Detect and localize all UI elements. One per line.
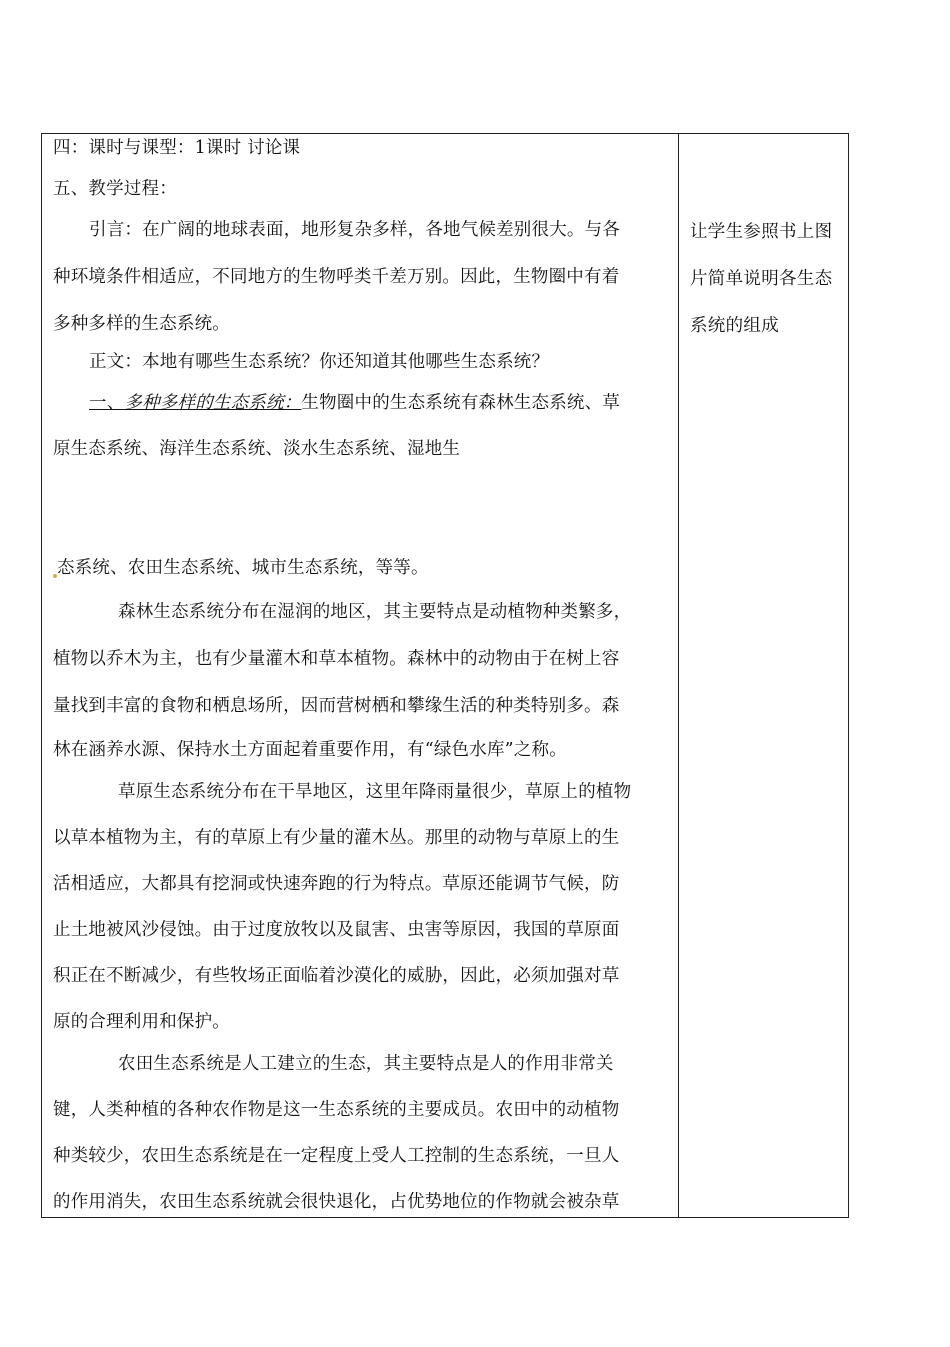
- notes-cell: [679, 134, 849, 1217]
- grassland-line-6: 原的合理利用和保护。: [53, 1012, 230, 1032]
- ecosystem-list-line-2: [53, 556, 429, 580]
- ecosystem-list-text: 态系统、农田生态系统、城市生态系统，等等。: [57, 558, 429, 578]
- intro-line-1: 引言：在广阔的地球表面，地形复杂多样，各地气候差别很大。与各: [89, 220, 620, 240]
- forest-line-3: 量找到丰富的食物和栖息场所，因而营树栖和攀缘生活的种类特别多。森: [53, 696, 620, 716]
- body-question-line: 正文：本地有哪些生态系统？你还知道其他哪些生态系统？: [89, 352, 550, 372]
- grassland-line-5: 积正在不断减少，有些牧场正面临着沙漠化的威胁，因此，必须加强对草: [53, 966, 620, 986]
- note-line-2: 片简单说明各生态: [690, 269, 833, 289]
- farmland-line-4: 的作用消失，农田生态系统就会很快退化，占优势地位的作物就会被杂草: [53, 1192, 620, 1212]
- farmland-line-3: 种类较少，农田生态系统是在一定程度上受人工控制的生态系统，一旦人: [53, 1146, 620, 1166]
- section-number: 一、: [89, 393, 125, 413]
- section-lead-text: 生物圈中的生态系统有森林生态系统、草: [301, 393, 621, 413]
- section-title: 多种多样的生态系统：: [124, 393, 302, 413]
- note-line-1: 让学生参照书上图: [690, 222, 833, 242]
- note-line-3: 系统的组成: [690, 316, 779, 336]
- forest-line-4: 林在涵养水源、保持水土方面起着重要作用，有“绿色水库”之称。: [53, 740, 567, 760]
- grassland-line-2: 以草本植物为主，有的草原上有少量的灌木丛。那里的动物与草原上的生: [53, 828, 620, 848]
- intro-line-2: 种环境条件相适应，不同地方的生物呼类千差万别。因此，生物圈中有着: [53, 267, 620, 287]
- intro-line-3: 多种多样的生态系统。: [53, 314, 230, 334]
- process-heading: 五、教学过程：: [53, 179, 177, 199]
- farmland-line-1: 农田生态系统是人工建立的生态，其主要特点是人的作用非常关: [118, 1054, 614, 1074]
- forest-line-1: 森林生态系统分布在湿润的地区，其主要特点是动植物种类繁多，: [118, 602, 632, 622]
- lesson-table: [41, 133, 849, 1218]
- section-heading-line: [89, 391, 620, 415]
- grassland-line-3: 活相适应，大都具有挖洞或快速奔跑的行为特点。草原还能调节气候，防: [53, 874, 620, 894]
- main-content-cell: [42, 134, 678, 1217]
- grassland-line-1: 草原生态系统分布在干旱地区，这里年降雨量很少，草原上的植物: [118, 782, 632, 802]
- grassland-line-4: 止土地被风沙侵蚀。由于过度放牧以及鼠害、虫害等原因，我国的草原面: [53, 920, 620, 940]
- forest-line-2: 植物以乔木为主，也有少量灌木和草本植物。森林中的动物由于在树上容: [53, 649, 620, 669]
- ecosystem-list-line-1: 原生态系统、海洋生态系统、淡水生态系统、湿地生: [53, 439, 461, 459]
- lesson-type-line: 四：课时与课型：1课时 讨论课: [53, 138, 301, 158]
- farmland-line-2: 键，人类种植的各种农作物是这一生态系统的主要成员。农田中的动植物: [53, 1100, 620, 1120]
